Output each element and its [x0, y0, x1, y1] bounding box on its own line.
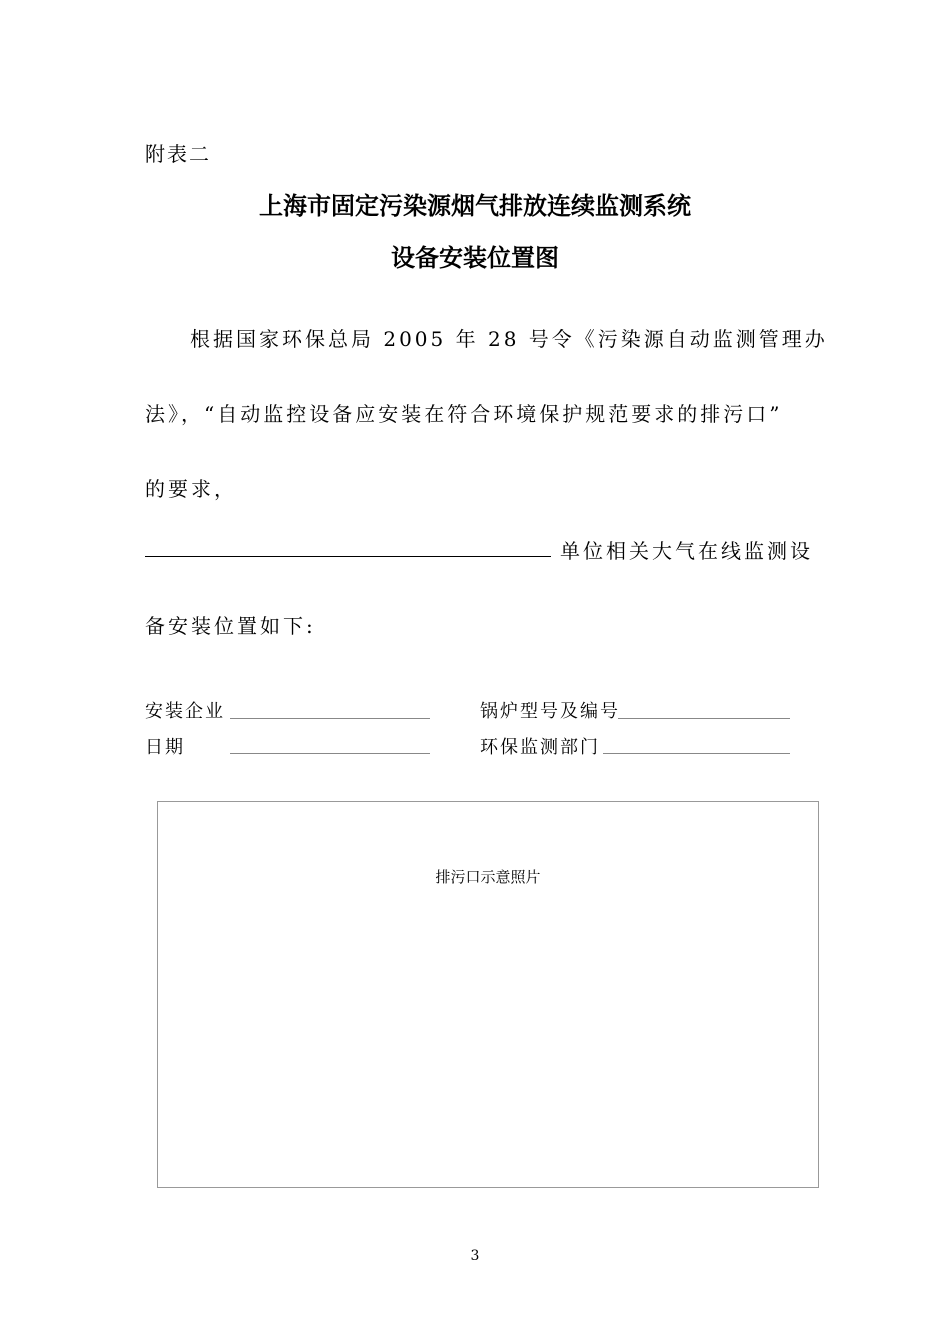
monitoring-dept-field[interactable]	[603, 753, 790, 754]
outlet-photo-box	[157, 801, 819, 1188]
document-title-line1: 上海市固定污染源烟气排放连续监测系统	[259, 192, 691, 220]
boiler-model-field[interactable]	[618, 718, 790, 719]
photo-caption: 排污口示意照片	[435, 868, 541, 886]
paragraph-line-1: 根据国家环保总局 2005 年 28 号令《污染源自动监测管理办	[190, 327, 828, 351]
paragraph-line-4: 单位相关大气在线监测设	[560, 539, 813, 563]
appendix-label: 附表二	[145, 142, 211, 166]
paragraph-line-5: 备安装位置如下:	[145, 614, 316, 638]
date-label: 日期	[145, 737, 185, 758]
paragraph-line-3: 的要求，	[145, 477, 237, 501]
date-field[interactable]	[230, 753, 430, 754]
company-field[interactable]	[230, 718, 430, 719]
page-number: 3	[470, 1248, 480, 1264]
boiler-model-label: 锅炉型号及编号	[480, 701, 620, 722]
monitoring-dept-label: 环保监测部门	[480, 737, 600, 758]
unit-name-blank-line[interactable]	[145, 556, 551, 557]
company-label: 安装企业	[145, 701, 225, 722]
document-title-line2: 设备安装位置图	[391, 244, 559, 272]
paragraph-line-2: 法》，“自动监控设备应安装在符合环境保护规范要求的排污口”	[145, 402, 783, 426]
